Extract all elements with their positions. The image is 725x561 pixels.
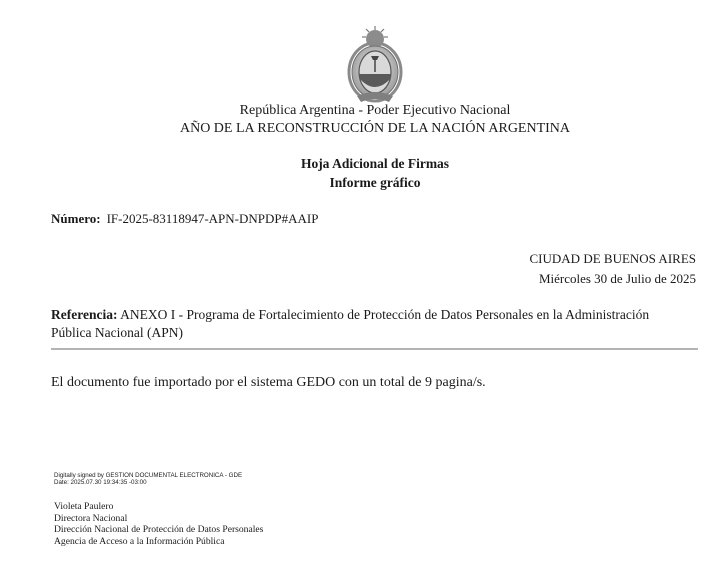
issue-date: Miércoles 30 de Julio de 2025 bbox=[538, 271, 696, 286]
reference bbox=[51, 306, 681, 342]
document-subtitle: Informe gráfico bbox=[329, 175, 421, 190]
digital-signature-date: Date: 2025.07.30 19:34:35 -03:00 bbox=[54, 479, 147, 486]
document-number bbox=[51, 211, 318, 227]
signer-block bbox=[54, 501, 263, 547]
signer-office: Dirección Nacional de Protección de Datos Personales bbox=[54, 524, 264, 535]
reference-label: Referencia: bbox=[51, 307, 118, 322]
year-motto: AÑO DE LA RECONSTRUCCIÓN DE LA NACIÓN ARGENTINA bbox=[179, 121, 571, 136]
government-header: República Argentina - Poder Ejecutivo Nacional bbox=[239, 103, 511, 118]
signer-agency: Agencia de Acceso a la Información Pública bbox=[54, 535, 225, 547]
document-number-label: Número: bbox=[51, 211, 101, 226]
divider bbox=[51, 348, 698, 350]
reference-text: ANEXO I - Programa de Fortalecimiento de Protección de Datos Personales en la Administración Pública Nacional (APN) bbox=[51, 307, 650, 340]
national-coat-of-arms-icon bbox=[345, 26, 405, 104]
signer-name: Violeta Paulero bbox=[54, 501, 114, 512]
body-text: El documento fue importado por el sistema GEDO con un total de 9 pagina/s. bbox=[51, 375, 486, 390]
document-number-value: IF-2025-83118947-APN-DNPDP#AAIP bbox=[106, 211, 319, 226]
digital-signature-stamp bbox=[54, 472, 242, 486]
issue-city: CIUDAD DE BUENOS AIRES bbox=[529, 251, 696, 266]
digital-signature-signer: Digitally signed by GESTION DOCUMENTAL ELECTRONICA - GDE bbox=[54, 472, 243, 479]
document-title: Hoja Adicional de Firmas bbox=[300, 156, 450, 171]
signer-position: Directora Nacional bbox=[54, 512, 128, 524]
